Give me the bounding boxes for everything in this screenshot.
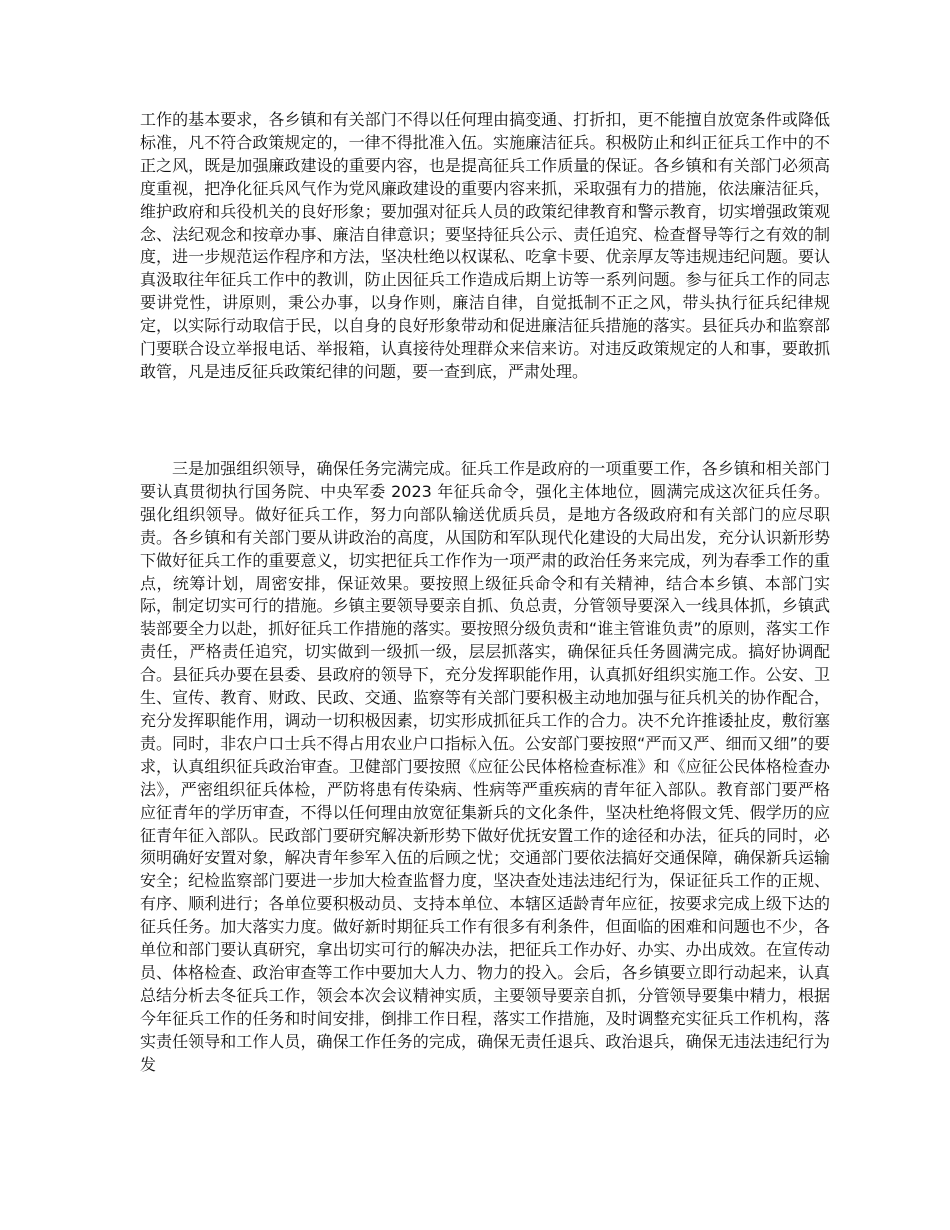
paragraph-text: 三是加强组织领导，确保任务完满完成。征兵工作是政府的一项重要工作，各乡镇和相关部门要认真贯彻执行国务院、中央军委 2023 年征兵命令，强化主体地位，圆满完成这次征兵任务。强化组织领导。做好征兵工作，努力向部队输送优质兵员，是地方各级政府和有关部门的应尽职责。各乡镇和有关部门要从讲政治的高度，从国防和军队现代化建设的大局出发，充分认识新形势下做好征兵工作的重要意义，切实把征兵工作作为一项严肃的政治任务来完成，列为春季工作的重点，统筹计划，周密安排，保证效果。要按照上级征兵命令和有关精神，结合本乡镇、本部门实际，制定切实可行的措施。乡镇主要领导要亲自抓、负总责，分管领导要深入一线具体抓，乡镇武装部要全力以赴，抓好征兵工作措施的落实。要按照分级负责和“谁主管谁负责”的原则，落实工作责任，严格责任追究，切实做到一级抓一级，层层抓落实，确保征兵任务圆满完成。搞好协调配合。县征兵办要在县委、县政府的领导下，充分发挥职能作用，认真抓好组织实施工作。公安、卫生、宣传、教育、财政、民政、交通、监察等有关部门要积极主动地加强与征兵机关的协作配合，充分发挥职能作用，调动一切积极因素，切实形成抓征兵工作的合力。决不允许推诿扯皮，敷衍塞责。同时，非农户口士兵不得占用农业户口指标入伍。公安部门要按照“严而又严、细而又细”的要求，认真组织征兵政治审查。卫健部门要按照《应征公民体格检查标准》和《应征公民体格检查办法》，严密组织征兵体检，严防将患有传染病、性病等严重疾病的青年征入部队。教育部门要严格应征青年的学历审查，不得以任何理由放宽征集新兵的文化条件，坚决杜绝将假文凭、假学历的应征青年征入部队。民政部门要研究解决新形势下做好优抚安置工作的途径和办法，征兵的同时，必须明确好安置对象，解决青年参军入伍的后顾之忧；交通部门要依法搞好交通保障，确保新兵运输安全；纪检监察部门要进一步加大检查监督力度，坚决查处违法违纪行为，保证征兵工作的正规、有序、顺利进行；各单位要积极动员、支持本单位、本辖区适龄青年应征，按要求完成上级下达的征兵任务。加大落实力度。做好新时期征兵工作有很多有利条件，但面临的困难和问题也不少，各单位和部门要认真研究，拿出切实可行的解决办法，把征兵工作办好、办实、办出成效。在宣传动员、体格检查、政治审查等工作中要加大人力、物力的投入。会后，各乡镇要立即行动起来，认真总结分析去冬征兵工作，领会本次会议精神实质，主要领导要亲自抓，分管领导要集中精力，根据今年征兵工作的任务和时间安排，倒排工作日程，落实工作措施，及时调整充实征兵工作机构，落实责任领导和工作人员，确保工作任务的完成，确保无责任退兵、政治退兵，确保无违法违纪行为发 xyxy=(140,459,830,1074)
body-paragraph-2 xyxy=(140,458,830,1076)
body-paragraph-1 xyxy=(140,109,830,384)
paragraph-text: 工作的基本要求，各乡镇和有关部门不得以任何理由搞变通、打折扣，更不能擅自放宽条件或降低标准，凡不符合政策规定的，一律不得批准入伍。实施廉洁征兵。积极防止和纠正征兵工作中的不正之风，既是加强廉政建设的重要内容，也是提高征兵工作质量的保证。各乡镇和有关部门必须高度重视，把净化征兵风气作为党风廉政建设的重要内容来抓，采取强有力的措施，依法廉洁征兵，维护政府和兵役机关的良好形象；要加强对征兵人员的政策纪律教育和警示教育，切实增强政策观念、法纪观念和按章办事、廉洁自律意识；要坚持征兵公示、责任追究、检查督导等行之有效的制度，进一步规范运作程序和方法，坚决杜绝以权谋私、吃拿卡要、优亲厚友等违规违纪问题。要认真汲取往年征兵工作中的教训，防止因征兵工作造成后期上访等一系列问题。参与征兵工作的同志要讲党性，讲原则，秉公办事，以身作则，廉洁自律，自觉抵制不正之风，带头执行征兵纪律规定，以实际行动取信于民，以自身的良好形象带动和促进廉洁征兵措施的落实。县征兵办和监察部门要联合设立举报电话、举报箱，认真接待处理群众来信来访。对违反政策规定的人和事，要敢抓敢管，凡是违反征兵政策纪律的问题，要一查到底，严肃处理。 xyxy=(140,110,830,381)
